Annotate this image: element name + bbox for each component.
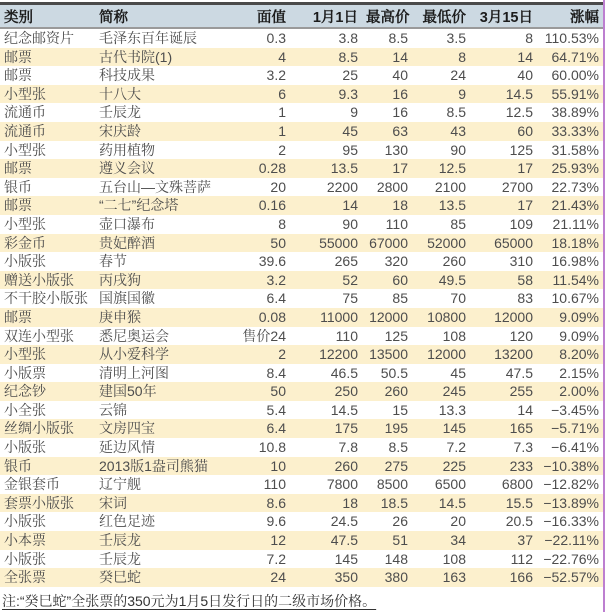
cell: 7.3 [513, 439, 533, 456]
cell: 45 [290, 122, 362, 141]
cell: 5.4 [266, 401, 286, 418]
cell: 套票小版张 [0, 494, 95, 513]
table-row [0, 382, 603, 401]
cell: 壬辰龙 [99, 104, 141, 121]
cell: 50 [228, 234, 290, 253]
table-row [0, 308, 603, 327]
cell: 8 [525, 30, 533, 46]
cell: 小全张 [4, 401, 46, 418]
cell: 6.4 [266, 290, 286, 307]
cell: −22.11% [537, 531, 603, 550]
cell: −52.57% [537, 568, 603, 587]
cell: 3.2 [266, 67, 286, 84]
cell: 邮票 [0, 48, 95, 67]
cell: 银币 [0, 457, 95, 476]
cell: 40 [392, 67, 408, 84]
cell: 小本票 [0, 531, 95, 550]
cell: 18 [362, 196, 412, 215]
cell: 4 [228, 48, 290, 67]
cell: 21.11% [552, 215, 599, 232]
cell: 1 [278, 104, 286, 121]
cell: 0.3 [266, 30, 286, 46]
table-row [0, 457, 603, 476]
cell: 85 [392, 290, 408, 307]
cell: 14 [362, 48, 412, 67]
cell: 108 [442, 327, 466, 344]
cell: 五台山—文殊菩萨 [99, 178, 211, 195]
table-row [0, 215, 603, 234]
cell: 流通币 [0, 122, 95, 141]
cell: 233 [470, 457, 537, 476]
cell: 0.28 [228, 159, 290, 178]
cell: 350 [290, 568, 362, 587]
cell: 10.67% [551, 290, 599, 307]
cell: 辽宁舰 [99, 476, 141, 493]
column-header: 1月1日 [290, 4, 362, 29]
cell: 云锦 [99, 401, 127, 418]
cell: 壬辰龙 [95, 531, 228, 550]
footnote [0, 587, 603, 611]
cell: 24.5 [330, 513, 358, 530]
table-row [0, 28, 603, 48]
cell: 8.5 [446, 104, 466, 121]
cell: 6800 [501, 476, 533, 493]
cell: 宋词 [95, 494, 228, 513]
cell: 37 [470, 531, 537, 550]
cell: 8.5 [290, 48, 362, 67]
table-row [0, 401, 603, 420]
table-row [0, 531, 603, 550]
cell: 13200 [470, 345, 537, 364]
cell: 丙戌狗 [95, 271, 228, 290]
cell: 51 [362, 531, 412, 550]
cell: 13.5 [290, 159, 362, 178]
cell: 260 [290, 457, 362, 476]
cell: 33.33% [537, 122, 603, 141]
cell: 邮票 [0, 159, 95, 178]
column-header: 3月15日 [470, 4, 537, 29]
cell: 47.5 [290, 531, 362, 550]
cell: 60.00% [551, 67, 599, 84]
cell: 8 [412, 48, 470, 67]
cell: 50 [228, 382, 290, 401]
cell: 10800 [412, 308, 470, 327]
cell: 壬辰龙 [99, 550, 141, 567]
cell: −16.33% [543, 513, 599, 530]
cell: “二七”纪念塔 [95, 196, 228, 215]
column-header: 简称 [95, 4, 228, 29]
cell: 55.91% [537, 85, 603, 104]
cell: 8500 [376, 476, 408, 493]
cell: 108 [442, 550, 466, 567]
cell: 24 [450, 67, 466, 84]
cell: 17 [470, 196, 537, 215]
cell: 12.5 [505, 104, 533, 121]
cell: 145 [334, 550, 358, 567]
cell: 16.98% [551, 253, 599, 270]
cell: 45 [450, 364, 466, 381]
table-row [0, 196, 603, 215]
table-row [0, 550, 603, 569]
footnote-text: 注:“癸巳蛇”全张票的350元为1月5日发行日的二级市场价格。 [2, 592, 377, 609]
cell: −12.82% [543, 476, 599, 493]
cell: 63 [362, 122, 412, 141]
cell: 90 [342, 215, 358, 232]
cell: 宋庆龄 [95, 122, 228, 141]
cell: 90 [450, 141, 466, 158]
cell: 12000 [470, 308, 537, 327]
table-row [0, 85, 603, 104]
cell: 9.6 [266, 513, 286, 530]
cell: 65000 [470, 234, 537, 253]
cell: 小版张 [4, 253, 46, 270]
cell: 165 [470, 419, 537, 438]
cell: 13500 [362, 345, 412, 364]
cell: 7.2 [446, 439, 466, 456]
cell: 售价24 [242, 327, 286, 344]
cell: 癸巳蛇 [95, 568, 228, 587]
cell: 125 [509, 141, 533, 158]
cell: 赠送小版张 [0, 271, 95, 290]
cell: 110 [385, 215, 408, 232]
cell: 10.8 [258, 439, 286, 456]
cell: 130 [384, 141, 408, 158]
cell: 13.3 [438, 401, 466, 418]
cell: 小版张 [4, 550, 46, 567]
cell: 14 [470, 48, 537, 67]
column-header: 面值 [228, 4, 290, 29]
cell: 245 [412, 382, 470, 401]
cell: 2800 [376, 178, 408, 195]
cell: 2100 [434, 178, 466, 195]
cell: 260 [362, 382, 412, 401]
cell: 小型张 [0, 85, 95, 104]
cell: 邮票 [0, 308, 95, 327]
cell: 83 [517, 290, 533, 307]
cell: 166 [470, 568, 537, 587]
cell: 260 [442, 253, 466, 270]
cell: 60 [470, 122, 537, 141]
table-row [0, 178, 603, 197]
cell: 52 [290, 271, 362, 290]
cell: 8.5 [388, 439, 408, 456]
cell: 40 [517, 67, 533, 84]
cell: 13.5 [412, 196, 470, 215]
cell: 24 [228, 568, 290, 587]
cell: 14.5 [330, 401, 358, 418]
cell: 39.6 [258, 253, 286, 270]
cell: 11.54% [537, 271, 603, 290]
cell: 8 [278, 215, 286, 232]
cell: 14 [290, 196, 362, 215]
cell: −3.45% [551, 401, 599, 418]
cell: 46.5 [330, 364, 358, 381]
cell: 双连小型张 [4, 327, 74, 344]
cell: 95 [342, 141, 358, 158]
cell: 2 [278, 141, 286, 158]
cell: 120 [509, 327, 533, 344]
cell: 225 [412, 457, 470, 476]
cell: 2.00% [537, 382, 603, 401]
cell: −13.89% [537, 494, 603, 513]
cell: 25.93% [537, 159, 603, 178]
cell: 国旗国徽 [99, 290, 155, 307]
cell: 18 [290, 494, 362, 513]
cell: 34 [412, 531, 470, 550]
cell: 春节 [99, 253, 127, 270]
cell: 彩金币 [0, 234, 95, 253]
cell: 16 [362, 85, 412, 104]
cell: 265 [334, 253, 358, 270]
cell: 38.89% [551, 104, 599, 121]
cell: 110.53% [544, 30, 599, 46]
cell: 58 [470, 271, 537, 290]
cell: 75 [342, 290, 358, 307]
header-row [0, 4, 603, 29]
table-row [0, 103, 603, 122]
cell: 9.3 [290, 85, 362, 104]
cell: 26 [392, 513, 408, 530]
cell: 小型张 [0, 345, 95, 364]
cell: 1 [228, 122, 290, 141]
table-row [0, 419, 603, 438]
cell: −10.38% [537, 457, 603, 476]
cell: 16 [392, 104, 408, 121]
cell: 0.16 [228, 196, 290, 215]
cell: 20.5 [505, 513, 533, 530]
column-header: 最低价 [412, 4, 470, 29]
cell: 6.4 [228, 419, 290, 438]
cell: 2200 [326, 178, 358, 195]
cell: −5.71% [537, 419, 603, 438]
table-body [0, 28, 603, 587]
cell: 43 [412, 122, 470, 141]
cell: 9.09% [537, 308, 603, 327]
table-row [0, 289, 603, 308]
cell: 145 [412, 419, 470, 438]
column-header: 类别 [0, 4, 95, 29]
table-row [0, 122, 603, 141]
cell: 小版票 [4, 364, 46, 381]
cell: 小型张 [4, 141, 46, 158]
cell: 2700 [501, 178, 533, 195]
cell: 175 [290, 419, 362, 438]
cell: 药用植物 [99, 141, 155, 158]
cell: 2013版1盎司熊猫 [95, 457, 228, 476]
cell: 31.58% [551, 141, 599, 158]
cell: 8.4 [266, 364, 286, 381]
cell: 小版张 [4, 439, 46, 456]
cell: 250 [290, 382, 362, 401]
cell: 18.5 [362, 494, 412, 513]
cell: 67000 [362, 234, 412, 253]
cell: 7.2 [266, 550, 286, 567]
cell: 清明上河图 [99, 364, 169, 381]
cell: 148 [384, 550, 408, 567]
cell: 112 [510, 550, 533, 567]
cell: 8.20% [537, 345, 603, 364]
cell: 275 [362, 457, 412, 476]
table-row [0, 271, 603, 290]
table-row [0, 327, 603, 346]
cell: 全张票 [0, 568, 95, 587]
cell: 12000 [362, 308, 412, 327]
table-row [0, 512, 603, 531]
cell: 70 [450, 290, 466, 307]
cell: 11000 [290, 308, 362, 327]
cell: 20 [450, 513, 466, 530]
cell: 银币 [4, 178, 32, 195]
cell: 14 [517, 401, 533, 418]
cell: 50.5 [380, 364, 408, 381]
cell: 125 [384, 327, 408, 344]
cell: 85 [450, 215, 466, 232]
table-row [0, 66, 603, 85]
cell: 15.5 [470, 494, 537, 513]
cell: 6500 [434, 476, 466, 493]
cell: 12 [228, 531, 290, 550]
cell: 9 [350, 104, 358, 121]
table-row [0, 438, 603, 457]
table-row [0, 234, 603, 253]
cell: 17 [362, 159, 412, 178]
cell: 255 [470, 382, 537, 401]
cell: 壶口瀑布 [99, 215, 155, 232]
cell: 文房四宝 [95, 419, 228, 438]
cell: 49.5 [412, 271, 470, 290]
table-row [0, 568, 603, 587]
cell: 邮票 [0, 196, 95, 215]
cell: 15 [392, 401, 408, 418]
cell: 贵妃醉酒 [95, 234, 228, 253]
cell: 毛泽东百年诞辰 [99, 30, 197, 46]
cell: 9.09% [559, 327, 599, 344]
cell: 纪念钞 [0, 382, 95, 401]
cell: 110 [263, 476, 286, 493]
cell: 纪念邮资片 [4, 30, 74, 46]
cell: 109 [509, 215, 533, 232]
price-table [0, 2, 603, 587]
cell: 17 [470, 159, 537, 178]
cell: 12200 [290, 345, 362, 364]
cell: 十八大 [95, 85, 228, 104]
cell: 庚申猴 [95, 308, 228, 327]
cell: 丝绸小版张 [0, 419, 95, 438]
cell: 380 [362, 568, 412, 587]
cell: 悉尼奥运会 [99, 327, 169, 344]
cell: 47.5 [505, 364, 533, 381]
cell: 10 [228, 457, 290, 476]
cell: 64.71% [537, 48, 603, 67]
cell: 20 [270, 178, 286, 195]
cell: 52000 [412, 234, 470, 253]
cell: 红色足迹 [99, 513, 155, 530]
cell: −6.41% [551, 439, 599, 456]
cell: 小版张 [4, 513, 46, 530]
cell: 320 [384, 253, 408, 270]
column-header: 涨幅 [537, 4, 603, 29]
cell: 从小爱科学 [95, 345, 228, 364]
cell: 3.2 [228, 271, 290, 290]
cell: 60 [362, 271, 412, 290]
cell: 2.15% [559, 364, 599, 381]
column-header: 最高价 [362, 4, 412, 29]
cell: 18.18% [537, 234, 603, 253]
cell: 小型张 [4, 215, 46, 232]
cell: 6 [228, 85, 290, 104]
cell: 7.8 [338, 439, 358, 456]
table-row [0, 475, 603, 494]
cell: 21.43% [537, 196, 603, 215]
table-row [0, 159, 603, 178]
cell: 3.8 [338, 30, 358, 46]
cell: 12000 [412, 345, 470, 364]
cell: 310 [509, 253, 533, 270]
table-row [0, 48, 603, 67]
cell: 195 [362, 419, 412, 438]
cell: 建国50年 [95, 382, 228, 401]
cell: 7800 [326, 476, 358, 493]
cell: 8.6 [228, 494, 290, 513]
cell: 遵义会议 [95, 159, 228, 178]
table-row [0, 494, 603, 513]
cell: 14.5 [412, 494, 470, 513]
cell: 12.5 [412, 159, 470, 178]
cell: 2 [228, 345, 290, 364]
cell: 25 [342, 67, 358, 84]
cell: 3.5 [446, 30, 466, 46]
cell: 科技成果 [99, 67, 155, 84]
cell: 22.73% [551, 178, 599, 195]
table-row [0, 364, 603, 383]
cell: 55000 [290, 234, 362, 253]
cell: 不干胶小版张 [4, 290, 88, 307]
cell: 延边风情 [99, 439, 155, 456]
cell: 流通币 [4, 104, 46, 121]
cell: −22.76% [543, 550, 599, 567]
cell: 163 [412, 568, 470, 587]
cell: 邮票 [4, 67, 32, 84]
cell: 古代书院(1) [95, 48, 228, 67]
table-row [0, 141, 603, 160]
table-row [0, 345, 603, 364]
cell: 110 [335, 327, 358, 344]
cell: 0.08 [228, 308, 290, 327]
cell: 金银套币 [4, 476, 60, 493]
table-row [0, 252, 603, 271]
cell: 9 [412, 85, 470, 104]
cell: 14.5 [470, 85, 537, 104]
cell: 8.5 [388, 30, 408, 46]
